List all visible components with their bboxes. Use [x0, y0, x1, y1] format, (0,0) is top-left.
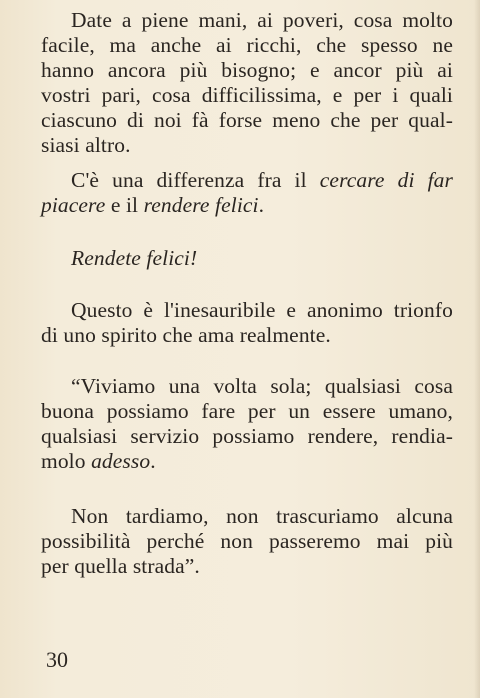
text-line: facile, ma anche ai ricchi, che spesso ne [41, 33, 453, 57]
text-line: Questo è l'inesauribile e anonimo trionfo [71, 298, 453, 322]
paragraph-difference [41, 168, 453, 218]
text-run: . [258, 193, 265, 217]
text-line: “Viviamo una volta sola; qualsiasi cosa [71, 374, 453, 398]
italic-run: cercare di far [319, 168, 453, 192]
paragraph-exhortation [41, 246, 453, 271]
page-edge-shadow [474, 0, 480, 698]
paragraph-triumph [41, 298, 453, 348]
text-run: C'è una differenza fra il [71, 168, 320, 192]
text-line: buona possiamo fare per un essere umano, [41, 399, 453, 423]
text-line: di uno spirito che ama realmente. [41, 323, 331, 347]
text-line [41, 193, 453, 218]
text-line [41, 168, 453, 193]
italic-run: piacere [41, 193, 106, 217]
text-run: . [150, 449, 156, 473]
paragraph-quote-start [41, 374, 453, 474]
italic-run: Rendete felici! [71, 246, 198, 270]
paragraph-give-generously [41, 8, 453, 158]
text-run: e il [105, 193, 144, 217]
text-line: ciascuno di noi fà forse meno che per qual- [41, 108, 453, 132]
text-line: vostri pari, cosa difficilissima, e per i quali [41, 83, 453, 107]
text-line: hanno ancora più bisogno; e ancor più ai [41, 58, 453, 82]
text-line [41, 449, 453, 474]
text-line: Date a piene mani, ai poveri, cosa molto [71, 8, 453, 32]
text-line [41, 246, 453, 271]
text-run: molo [41, 449, 92, 473]
italic-run: rendere felici [143, 193, 259, 217]
text-line: possibilità perché non passeremo mai più [41, 529, 453, 553]
italic-run: adesso [91, 449, 151, 473]
text-line: Non tardiamo, non trascuriamo alcuna [71, 504, 453, 528]
paragraph-quote-end [41, 504, 453, 579]
text-line: per quella strada”. [41, 554, 200, 578]
page-number: 30 [46, 647, 68, 672]
text-line: siasi altro. [41, 133, 131, 157]
text-line: qualsiasi servizio possiamo rendere, rendia- [41, 424, 453, 448]
